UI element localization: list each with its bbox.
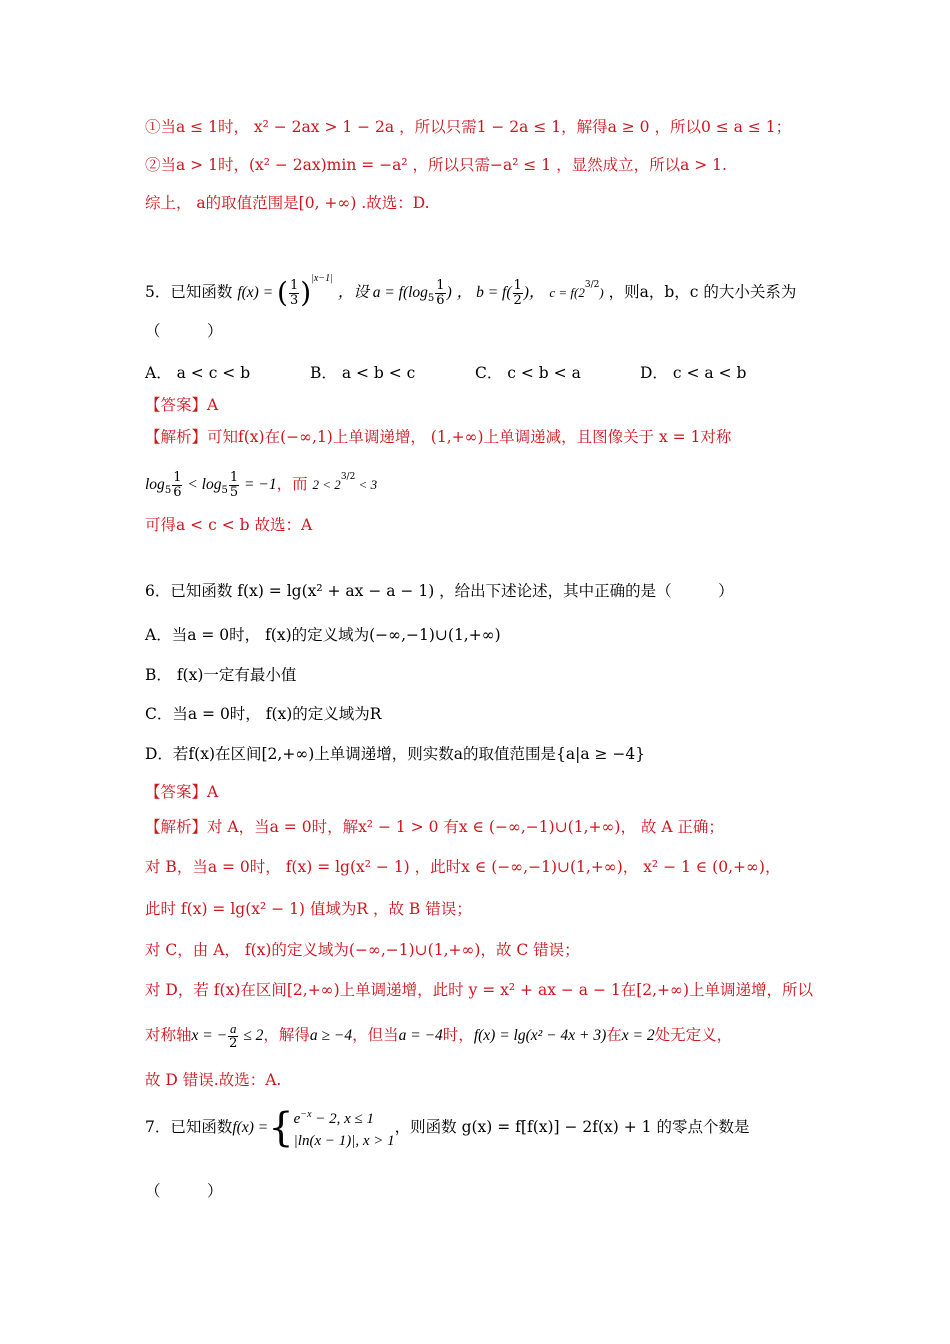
q6-option-c: C．当a = 0时， f(x)的定义域为R xyxy=(145,705,382,723)
q6-explanation-3: 此时 f(x) = lg(x² − 1) 值域为R ，故 B 错误； xyxy=(145,900,472,918)
q6-explanation-5: 对 D，若 f(x)在区间[2,+∞)上单调递增，此时 y = x² + ax − a − 1在[2,+∞)上单调递增，所以 xyxy=(145,981,814,999)
q5-explanation-3: 可得a < c < b 故选：A xyxy=(145,516,313,534)
solution-case-1: ①当a ≤ 1时， x² − 2ax > 1 − 2a ，所以只需1 − 2a ≤ 1，解得a ≥ 0 ，所以0 ≤ a ≤ 1； xyxy=(145,118,792,136)
q5-option-c: C． c < b < a xyxy=(475,364,581,382)
q5-base-fraction: $\frac{1}{3}$ xyxy=(289,277,299,308)
q5-exponent: |x−1| xyxy=(311,273,333,284)
piecewise-brace: { xyxy=(268,1105,294,1151)
q5-stem: 5．已知函数 f(x) = ( $\frac{1}{3}$ )$^{|x-1|}$ ，设 $a = f(\log_5$ $\frac{1}{6}$ ) ， b = f( $\frac{1}{2}$ )， $c = f(2^{3/2})$ ，则a，b，c 的大小关系为 xyxy=(145,273,797,309)
q5-explanation-1: 【解析】可知f(x)在(−∞,1)上单调递增， (1,+∞)上单调递减，且图像关于 x = 1对称 xyxy=(145,428,732,446)
q6-option-d: D．若f(x)在区间[2,+∞)上单调递增，则实数a的取值范围是{a|a ≥ −4} xyxy=(145,745,646,763)
q7-answer-blank: （ ） xyxy=(145,1182,223,1200)
q5-prefix: 5．已知函数 xyxy=(145,283,233,301)
q5-c-def: c = f(2 xyxy=(549,285,585,300)
q5-function: f(x) = xyxy=(237,284,278,301)
q6-explanation-6: 对称轴x = − $\frac{a}{2}$ ≤ 2，解得a ≥ −4，但当a = −4时，f(x) = lg(x² − 4x + 3)在x = 2处无定义， xyxy=(145,1020,733,1051)
q5-a-def: ，设 a = f(log xyxy=(337,284,428,301)
q5-option-b: B． a < b < c xyxy=(310,364,416,382)
q5-log-base: 5 xyxy=(427,293,435,305)
q6-stem: 6．已知函数 f(x) = lg(x² + ax − a − 1) ，给出下述论述，其中正确的是（ ） xyxy=(145,582,734,600)
q6-answer: 【答案】A xyxy=(145,783,219,801)
q7-stem: 7．已知函数f(x) ={ $e^{-x} - 2$, x ≤ 1 |ln(x − 1)|, x > 1 ，则函数 g(x) = f[f(x)] − 2f(x) + 1 的零点个数是 xyxy=(145,1105,750,1151)
q5-question: ，则a，b，c 的大小关系为 xyxy=(608,283,797,301)
q5-option-a: A． a < c < b xyxy=(145,364,251,382)
solution-summary: 综上， a的取值范围是[0, +∞) .故选：D. xyxy=(145,194,430,212)
q5-explanation-2: $\log_5$ $\frac{1}{6}$ < $\log_5$ $\frac{1}{5}$ = −1，而 $2 < 2^{3/2} < 3$ xyxy=(145,469,378,500)
q6-explanation-1: 【解析】对 A，当a = 0时，解x² − 1 > 0 有x ∈ (−∞,−1)∪(1,+∞)， 故 A 正确； xyxy=(145,818,724,836)
q5-option-d: D． c < a < b xyxy=(640,364,747,382)
q6-explanation-2: 对 B，当a = 0时， f(x) = lg(x² − 1) ，此时x ∈ (−∞,−1)∪(1,+∞)， x² − 1 ∈ (0,+∞)， xyxy=(145,858,781,876)
q5-b-def: ， b = f( xyxy=(456,284,512,301)
q5-answer: 【答案】A xyxy=(145,396,219,414)
q6-option-a: A．当a = 0时， f(x)的定义域为(−∞,−1)∪(1,+∞) xyxy=(145,626,501,644)
solution-case-2: ②当a > 1时，(x² − 2ax)min = −a² ，所以只需−a² ≤ 1 ，显然成立，所以a > 1. xyxy=(145,156,727,174)
q7-piecewise: $e^{-x} - 2$, x ≤ 1 |ln(x − 1)|, x > 1 xyxy=(293,1109,395,1149)
q6-option-b: B． f(x)一定有最小值 xyxy=(145,666,297,684)
q5-answer-blank: （ ） xyxy=(145,322,223,340)
q6-explanation-7: 故 D 错误.故选：A. xyxy=(145,1071,282,1089)
q6-explanation-4: 对 C，由 A， f(x)的定义域为(−∞,−1)∪(1,+∞)，故 C 错误； xyxy=(145,941,580,959)
